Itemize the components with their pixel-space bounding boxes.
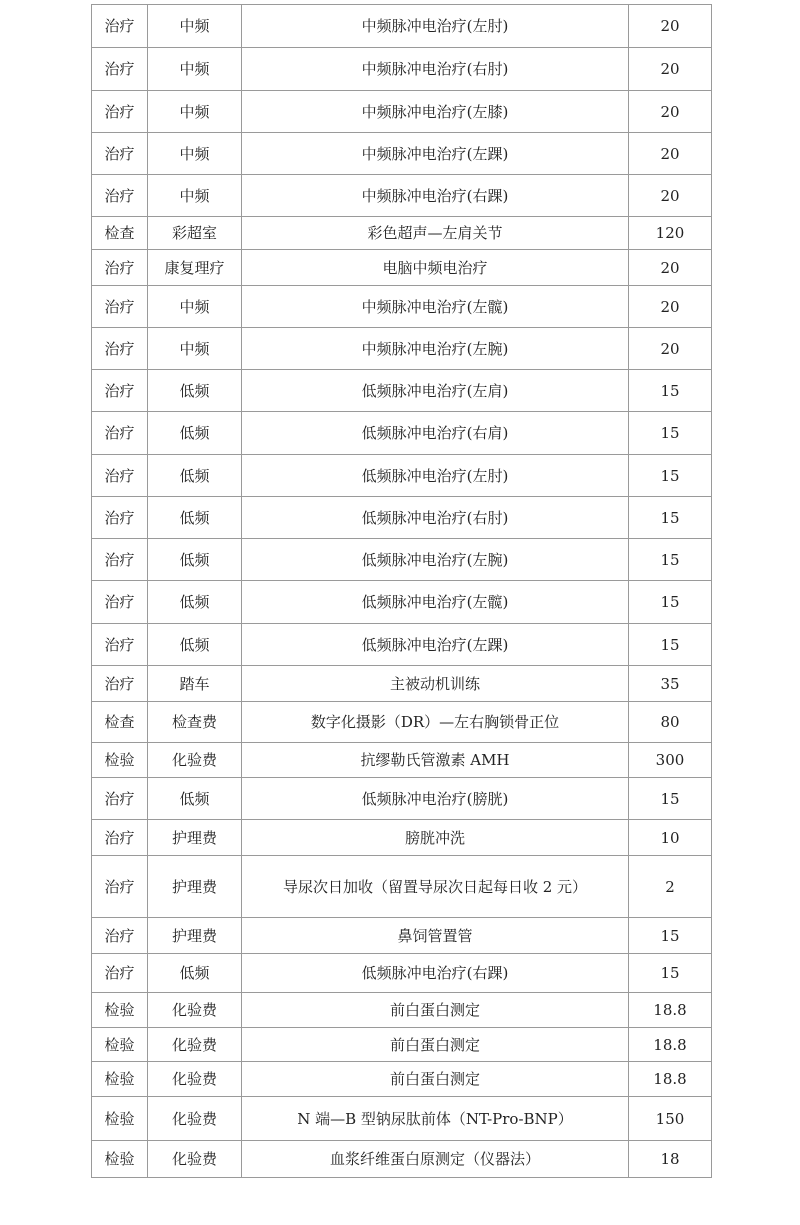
item-name-cell: 彩色超声—左肩关节: [242, 217, 629, 250]
table-row: [92, 497, 712, 539]
department-cell: 化验费: [148, 1141, 242, 1178]
price-cell: 10: [629, 820, 712, 856]
item-name-cell: 中频脉冲电治疗(左肘): [242, 5, 629, 48]
item-name-cell: 低频脉冲电治疗(左腕): [242, 539, 629, 581]
table-row: [92, 91, 712, 133]
department-cell: 低频: [148, 412, 242, 455]
price-cell: 15: [629, 624, 712, 666]
table-row: [92, 702, 712, 743]
price-cell: 20: [629, 91, 712, 133]
table-row: [92, 370, 712, 412]
department-cell: 踏车: [148, 666, 242, 702]
table-row: [92, 5, 712, 48]
table-row: [92, 666, 712, 702]
table-row: [92, 1097, 712, 1141]
category-cell: 检验: [92, 1028, 148, 1062]
price-cell: 20: [629, 5, 712, 48]
price-cell: 20: [629, 48, 712, 91]
table-row: [92, 175, 712, 217]
department-cell: 化验费: [148, 1097, 242, 1141]
price-cell: 18.8: [629, 1062, 712, 1097]
price-cell: 20: [629, 328, 712, 370]
table-row: [92, 455, 712, 497]
item-name-cell: 鼻饲管置管: [242, 918, 629, 954]
price-cell: 300: [629, 743, 712, 778]
table-row: [92, 412, 712, 455]
category-cell: 治疗: [92, 497, 148, 539]
category-cell: 治疗: [92, 370, 148, 412]
item-name-cell: 前白蛋白测定: [242, 993, 629, 1028]
table-row: [92, 539, 712, 581]
department-cell: 中频: [148, 328, 242, 370]
price-cell: 15: [629, 918, 712, 954]
price-cell: 18: [629, 1141, 712, 1178]
department-cell: 中频: [148, 286, 242, 328]
category-cell: 检验: [92, 1141, 148, 1178]
item-name-cell: 低频脉冲电治疗(右踝): [242, 954, 629, 993]
table-row: [92, 820, 712, 856]
department-cell: 低频: [148, 778, 242, 820]
item-name-cell: 低频脉冲电治疗(左髋): [242, 581, 629, 624]
department-cell: 低频: [148, 455, 242, 497]
category-cell: 治疗: [92, 666, 148, 702]
item-name-cell: 中频脉冲电治疗(左腕): [242, 328, 629, 370]
category-cell: 检验: [92, 1062, 148, 1097]
price-cell: 20: [629, 175, 712, 217]
table-row: [92, 624, 712, 666]
fee-table-body: [92, 5, 712, 1178]
table-row: [92, 328, 712, 370]
price-cell: 15: [629, 412, 712, 455]
price-cell: 20: [629, 133, 712, 175]
table-row: [92, 954, 712, 993]
item-name-cell: 低频脉冲电治疗(膀胱): [242, 778, 629, 820]
category-cell: 检查: [92, 702, 148, 743]
department-cell: 中频: [148, 5, 242, 48]
item-name-cell: 主被动机训练: [242, 666, 629, 702]
item-name-cell: 中频脉冲电治疗(左膝): [242, 91, 629, 133]
category-cell: 治疗: [92, 175, 148, 217]
category-cell: 治疗: [92, 328, 148, 370]
price-cell: 150: [629, 1097, 712, 1141]
price-cell: 2: [629, 856, 712, 918]
table-row: [92, 918, 712, 954]
item-name-cell: 血浆纤维蛋白原测定（仪器法）: [242, 1141, 629, 1178]
item-name-cell: 抗缪勒氏管激素 AMH: [242, 743, 629, 778]
item-name-cell: 低频脉冲电治疗(右肘): [242, 497, 629, 539]
table-row: [92, 778, 712, 820]
category-cell: 治疗: [92, 91, 148, 133]
table-row: [92, 250, 712, 286]
department-cell: 检查费: [148, 702, 242, 743]
item-name-cell: 低频脉冲电治疗(左肘): [242, 455, 629, 497]
item-name-cell: 中频脉冲电治疗(右肘): [242, 48, 629, 91]
price-cell: 20: [629, 250, 712, 286]
department-cell: 低频: [148, 581, 242, 624]
item-name-cell: 前白蛋白测定: [242, 1062, 629, 1097]
item-name-cell: 膀胱冲洗: [242, 820, 629, 856]
table-row: [92, 993, 712, 1028]
table-row: [92, 48, 712, 91]
department-cell: 化验费: [148, 743, 242, 778]
department-cell: 低频: [148, 497, 242, 539]
item-name-cell: N 端—B 型钠尿肽前体（NT-Pro-BNP）: [242, 1097, 629, 1141]
price-cell: 80: [629, 702, 712, 743]
category-cell: 检验: [92, 993, 148, 1028]
price-cell: 15: [629, 497, 712, 539]
item-name-cell: 低频脉冲电治疗(右肩): [242, 412, 629, 455]
department-cell: 中频: [148, 48, 242, 91]
department-cell: 低频: [148, 624, 242, 666]
category-cell: 治疗: [92, 581, 148, 624]
fee-table: [91, 4, 712, 1178]
table-row: [92, 743, 712, 778]
category-cell: 治疗: [92, 5, 148, 48]
category-cell: 治疗: [92, 954, 148, 993]
item-name-cell: 前白蛋白测定: [242, 1028, 629, 1062]
department-cell: 中频: [148, 133, 242, 175]
category-cell: 治疗: [92, 624, 148, 666]
department-cell: 康复理疗: [148, 250, 242, 286]
department-cell: 护理费: [148, 918, 242, 954]
category-cell: 治疗: [92, 286, 148, 328]
category-cell: 检验: [92, 1097, 148, 1141]
department-cell: 中频: [148, 175, 242, 217]
item-name-cell: 低频脉冲电治疗(左肩): [242, 370, 629, 412]
item-name-cell: 导尿次日加收（留置导尿次日起每日收 2 元）: [242, 856, 629, 918]
table-row: [92, 286, 712, 328]
price-cell: 15: [629, 370, 712, 412]
price-cell: 15: [629, 581, 712, 624]
price-cell: 120: [629, 217, 712, 250]
department-cell: 化验费: [148, 1028, 242, 1062]
department-cell: 低频: [148, 954, 242, 993]
category-cell: 治疗: [92, 412, 148, 455]
item-name-cell: 低频脉冲电治疗(左踝): [242, 624, 629, 666]
category-cell: 治疗: [92, 856, 148, 918]
department-cell: 低频: [148, 539, 242, 581]
price-cell: 15: [629, 954, 712, 993]
table-row: [92, 856, 712, 918]
department-cell: 低频: [148, 370, 242, 412]
item-name-cell: 电脑中频电治疗: [242, 250, 629, 286]
price-cell: 15: [629, 539, 712, 581]
item-name-cell: 中频脉冲电治疗(右踝): [242, 175, 629, 217]
price-cell: 18.8: [629, 993, 712, 1028]
category-cell: 治疗: [92, 133, 148, 175]
table-row: [92, 133, 712, 175]
table-row: [92, 1141, 712, 1178]
item-name-cell: 中频脉冲电治疗(左踝): [242, 133, 629, 175]
department-cell: 化验费: [148, 993, 242, 1028]
item-name-cell: 数字化摄影（DR）—左右胸锁骨正位: [242, 702, 629, 743]
price-cell: 15: [629, 778, 712, 820]
price-cell: 18.8: [629, 1028, 712, 1062]
category-cell: 治疗: [92, 918, 148, 954]
table-row: [92, 1062, 712, 1097]
table-row: [92, 581, 712, 624]
table-row: [92, 1028, 712, 1062]
category-cell: 治疗: [92, 455, 148, 497]
department-cell: 中频: [148, 91, 242, 133]
category-cell: 检验: [92, 743, 148, 778]
category-cell: 检查: [92, 217, 148, 250]
category-cell: 治疗: [92, 250, 148, 286]
item-name-cell: 中频脉冲电治疗(左髋): [242, 286, 629, 328]
category-cell: 治疗: [92, 539, 148, 581]
table-row: [92, 217, 712, 250]
department-cell: 化验费: [148, 1062, 242, 1097]
department-cell: 彩超室: [148, 217, 242, 250]
category-cell: 治疗: [92, 820, 148, 856]
category-cell: 治疗: [92, 778, 148, 820]
department-cell: 护理费: [148, 856, 242, 918]
department-cell: 护理费: [148, 820, 242, 856]
price-cell: 15: [629, 455, 712, 497]
price-cell: 35: [629, 666, 712, 702]
price-cell: 20: [629, 286, 712, 328]
category-cell: 治疗: [92, 48, 148, 91]
